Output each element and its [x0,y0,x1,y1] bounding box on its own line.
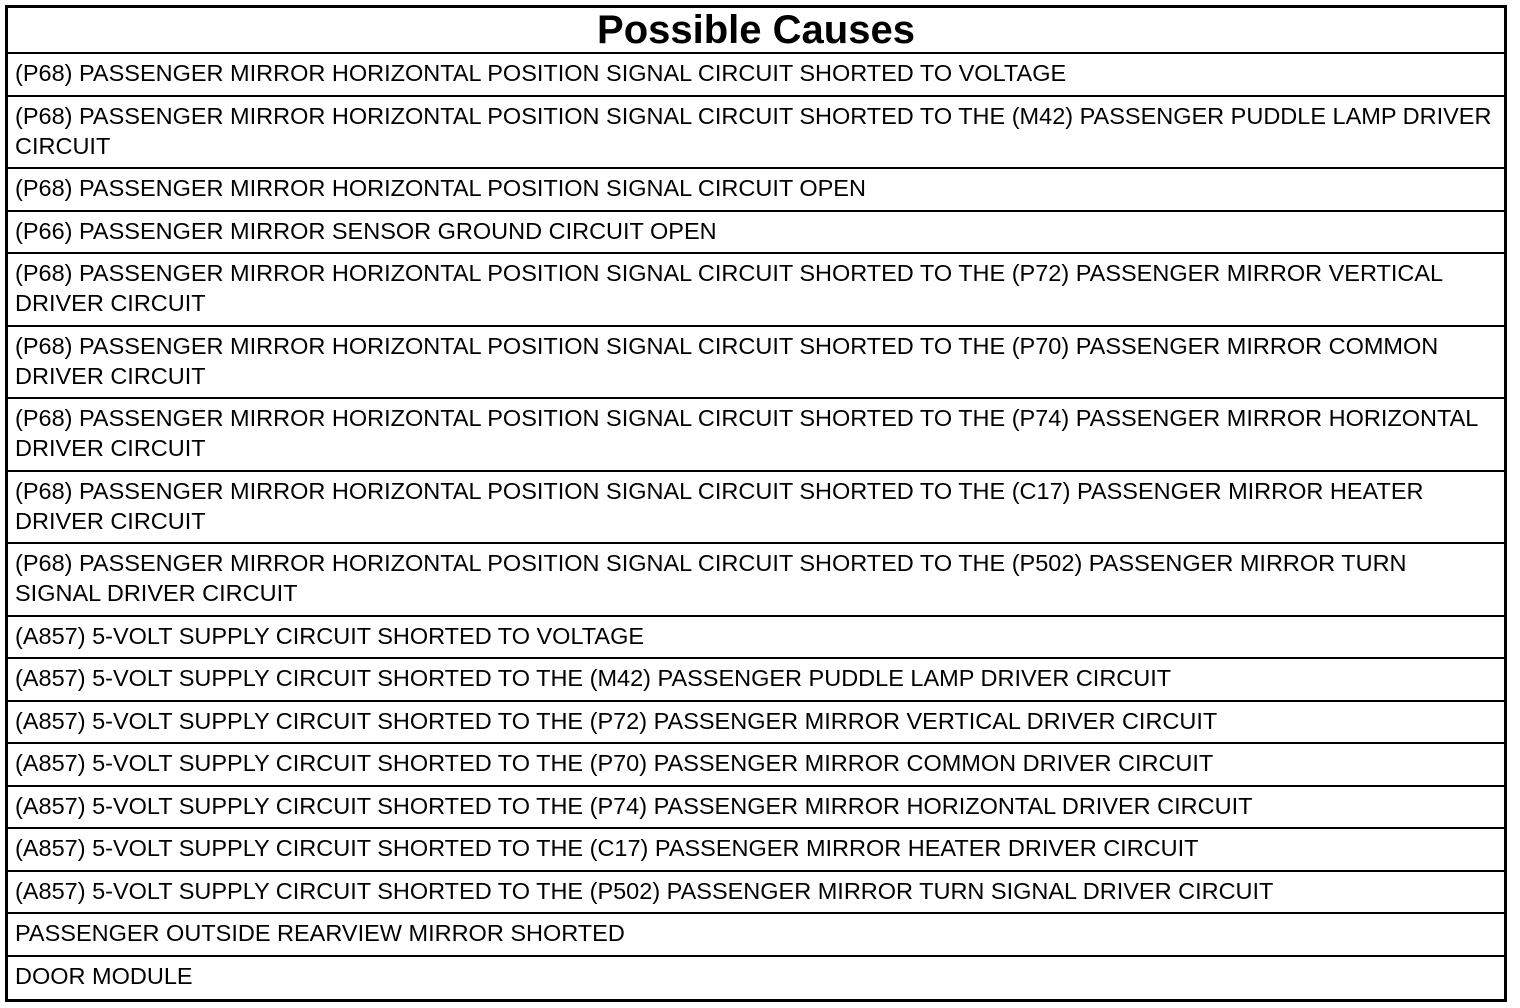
table-row: (A857) 5-VOLT SUPPLY CIRCUIT SHORTED TO THE (P74) PASSENGER MIRROR HORIZONTAL DRIVER CIRCUIT [8,787,1504,830]
possible-causes-table [5,5,1507,1002]
table-title: Possible Causes [8,8,1504,54]
table-row: DOOR MODULE [15,962,193,989]
table-row: (A857) 5-VOLT SUPPLY CIRCUIT SHORTED TO THE (C17) PASSENGER MIRROR HEATER DRIVER CIRCUIT [8,829,1504,872]
table-row: (P68) PASSENGER MIRROR HORIZONTAL POSITION SIGNAL CIRCUIT OPEN [8,169,1504,212]
table-row: (A857) 5-VOLT SUPPLY CIRCUIT SHORTED TO THE (P502) PASSENGER MIRROR TURN SIGNAL DRIVER CIRCUIT [8,872,1504,915]
cause-rows [8,54,1504,999]
table-row: (P68) PASSENGER MIRROR HORIZONTAL POSITION SIGNAL CIRCUIT SHORTED TO THE (P502) PASSENGER MIRROR TURN SIGNAL DRIVER CIRCUIT [8,544,1504,617]
table-row: (P68) PASSENGER MIRROR HORIZONTAL POSITION SIGNAL CIRCUIT SHORTED TO THE (P72) PASSENGER MIRROR VERTICAL DRIVER CIRCUIT [8,254,1504,327]
table-row: (P68) PASSENGER MIRROR HORIZONTAL POSITION SIGNAL CIRCUIT SHORTED TO VOLTAGE [8,54,1504,97]
table-row: (P68) PASSENGER MIRROR HORIZONTAL POSITION SIGNAL CIRCUIT SHORTED TO THE (C17) PASSENGER MIRROR HEATER DRIVER CIRCUIT [8,472,1504,545]
table-row: (A857) 5-VOLT SUPPLY CIRCUIT SHORTED TO THE (P70) PASSENGER MIRROR COMMON DRIVER CIRCUIT [8,744,1504,787]
table-row: (A857) 5-VOLT SUPPLY CIRCUIT SHORTED TO THE (M42) PASSENGER PUDDLE LAMP DRIVER CIRCUIT [8,659,1504,702]
table-row: (P68) PASSENGER MIRROR HORIZONTAL POSITION SIGNAL CIRCUIT SHORTED TO THE (M42) PASSENGER PUDDLE LAMP DRIVER CIRCUIT [8,97,1504,170]
table-row: (P68) PASSENGER MIRROR HORIZONTAL POSITION SIGNAL CIRCUIT SHORTED TO THE (P74) PASSENGER MIRROR HORIZONTAL DRIVER CIRCUIT [8,399,1504,472]
table-row: (P66) PASSENGER MIRROR SENSOR GROUND CIRCUIT OPEN [8,212,1504,255]
table-row: (A857) 5-VOLT SUPPLY CIRCUIT SHORTED TO THE (P72) PASSENGER MIRROR VERTICAL DRIVER CIRCUIT [8,702,1504,745]
table-row: (A857) 5-VOLT SUPPLY CIRCUIT SHORTED TO VOLTAGE [8,617,1504,660]
table-row: PASSENGER OUTSIDE REARVIEW MIRROR SHORTED [8,914,1504,957]
table-row: (P68) PASSENGER MIRROR HORIZONTAL POSITION SIGNAL CIRCUIT SHORTED TO THE (P70) PASSENGER MIRROR COMMON DRIVER CIRCUIT [8,327,1504,400]
